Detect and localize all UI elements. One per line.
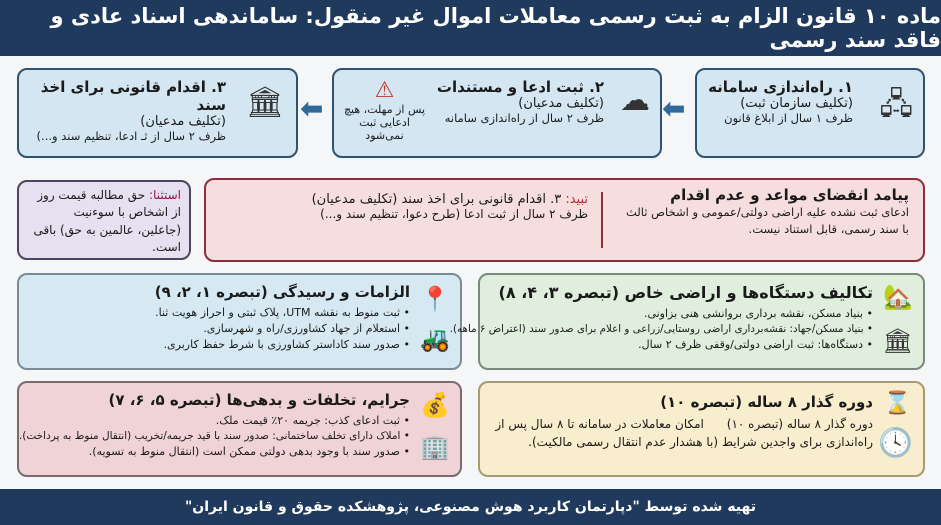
- step-3-card: [17, 68, 298, 158]
- courthouse-gavel-icon: 🏛: [245, 85, 284, 120]
- note-desc: ظرف ۲ سال از ثبت ادعا (طرح دعوا، تنظیم سند و...): [320, 207, 588, 221]
- buildings-icon: 🏢: [420, 433, 450, 461]
- step-desc: ظرف ۱ سال از ابلاغ قانون: [724, 111, 853, 125]
- consequence-card: [204, 178, 925, 262]
- note-label: تبید:: [565, 192, 588, 207]
- consequence-title: پیامد انقضای مواعد و عدم اقدام: [670, 186, 909, 204]
- tractor-icon: 🚜: [420, 325, 450, 353]
- requirements-card: [17, 273, 462, 370]
- transition-card: [478, 381, 925, 477]
- exception-card: [17, 180, 191, 260]
- list-item: • صدور سند با وجود بدهی دولتی ممکن است (انتقال منوط به تسویه).: [29, 444, 410, 460]
- step-subtitle: (تکلیف سازمان ثبت): [740, 96, 853, 111]
- footer-credit: تهیه شده توسط "دپارتمان کاربرد هوش مصنوعی، پژوهشکده حقوق و قانون ایران": [0, 489, 941, 525]
- step-subtitle: (تکلیف مدعیان): [140, 114, 226, 129]
- exception-text: حق مطالبه قیمت روز از اشخاص با سوءنیت (جاعلین، عالمین به حق) باقی است.: [33, 188, 181, 255]
- list-item: • ثبت ادعای کذب: جریمه ۲۰٪ قیمت ملک.: [29, 413, 410, 429]
- consequence-text: ادعای ثبت نشده علیه اراضی دولتی/عمومی و اشخاص ثالث با سند رسمی، قابل استناد نیست.: [625, 205, 909, 237]
- step-title: ۳. اقدام قانونی برای اخذ سند: [40, 78, 226, 114]
- crimes-card: [17, 381, 462, 477]
- requirements-title: الزامات و رسیدگی (تبصره ۱، ۲، ۹): [154, 283, 410, 301]
- step-desc: ظرف ۲ سال از ثـ ادعا، تنظیم سند و...): [36, 129, 226, 143]
- arrow-left-icon: ⬅: [662, 92, 686, 125]
- agencies-title: تکالیف دستگاه‌ها و اراضی خاص (تبصره ۳، ۴، ۸): [498, 283, 873, 302]
- list-item: • صدور سند کاداستر کشاورزی با شرط حفظ کاربری.: [29, 337, 410, 353]
- list-item: • بنیاد مسکن/جهاد: نقشه‌برداری اراضی روستایی/زراعی و اعلام برای صدور سند (اعتراض ۶ ماهه).: [490, 322, 873, 337]
- divider: [601, 192, 603, 248]
- list-item: • استعلام از جهاد کشاورزی/راه و شهرسازی.: [29, 321, 410, 337]
- step-title: ۱. راه‌اندازی سامانه: [708, 78, 853, 96]
- warning-text: پس از مهلت، هیچ ادعایی ثبت نمی‌شود: [343, 103, 426, 142]
- list-item: • املاک دارای تخلف ساختمانی: صدور سند با قید جریمه/تخریب (انتقال منوط به پرداخت).: [29, 429, 410, 444]
- clock-refresh-icon: 🕓: [878, 426, 913, 459]
- step-2-card: [332, 68, 662, 158]
- cloud-upload-hand-icon: ☁: [620, 83, 650, 118]
- list-item: • ثبت منوط به نقشه UTM، پلاک ثبتی و احراز هویت ثنا.: [29, 305, 410, 321]
- step-desc: ظرف ۲ سال از راه‌اندازی سامانه: [444, 111, 604, 125]
- arrow-left-icon: ⬅: [300, 92, 324, 125]
- note-title: ۳. اقدام قانونی برای اخذ سند (تکلیف مدعیان): [311, 192, 562, 207]
- step-1-card: [695, 68, 925, 158]
- farmhouse-icon: 🏡: [883, 283, 913, 311]
- warning-icon: ⚠: [374, 78, 395, 103]
- exception-label: استثنا:: [149, 188, 181, 202]
- list-item: • بنیاد مسکن، نقشه برداری بروانشی هنی بزاونی.: [490, 306, 873, 322]
- transition-text: دوره گذار ۸ ساله (تبصره ۱۰) امکان معاملات در سامانه تا ۸ سال پس از راه‌اندازی برای واجدین شرایط (با هشدار عدم انتقال رسمی مالکیت).: [491, 417, 873, 449]
- transition-title: دوره گذار ۸ ساله (تبصره ۱۰): [660, 393, 873, 411]
- step-subtitle: (تکلیف مدعیان): [518, 96, 604, 111]
- money-bag-icon: 💰: [420, 391, 450, 419]
- agencies-card: [449, 273, 925, 370]
- page-title: ماده ۱۰ قانون الزام به ثبت رسمی معاملات اموال غیر منقول: ساماندهی اسناد عادی و فاقد سند رسمی: [0, 0, 941, 56]
- list-item: • دستگاه‌ها: ثبت اراضی دولتی/وقفی ظرف ۲ سال.: [490, 337, 873, 353]
- hourglass-icon: ⌛: [883, 391, 911, 416]
- government-building-icon: 🏛: [882, 327, 913, 355]
- crimes-title: جرایم، تخلفات و بدهی‌ها (تبصره ۵، ۶، ۷): [108, 391, 410, 409]
- server-gear-icon: 🖧: [879, 87, 913, 122]
- map-pin-icon: 📍: [420, 285, 450, 313]
- step-title: ۲. ثبت ادعا و مستندات: [436, 78, 604, 96]
